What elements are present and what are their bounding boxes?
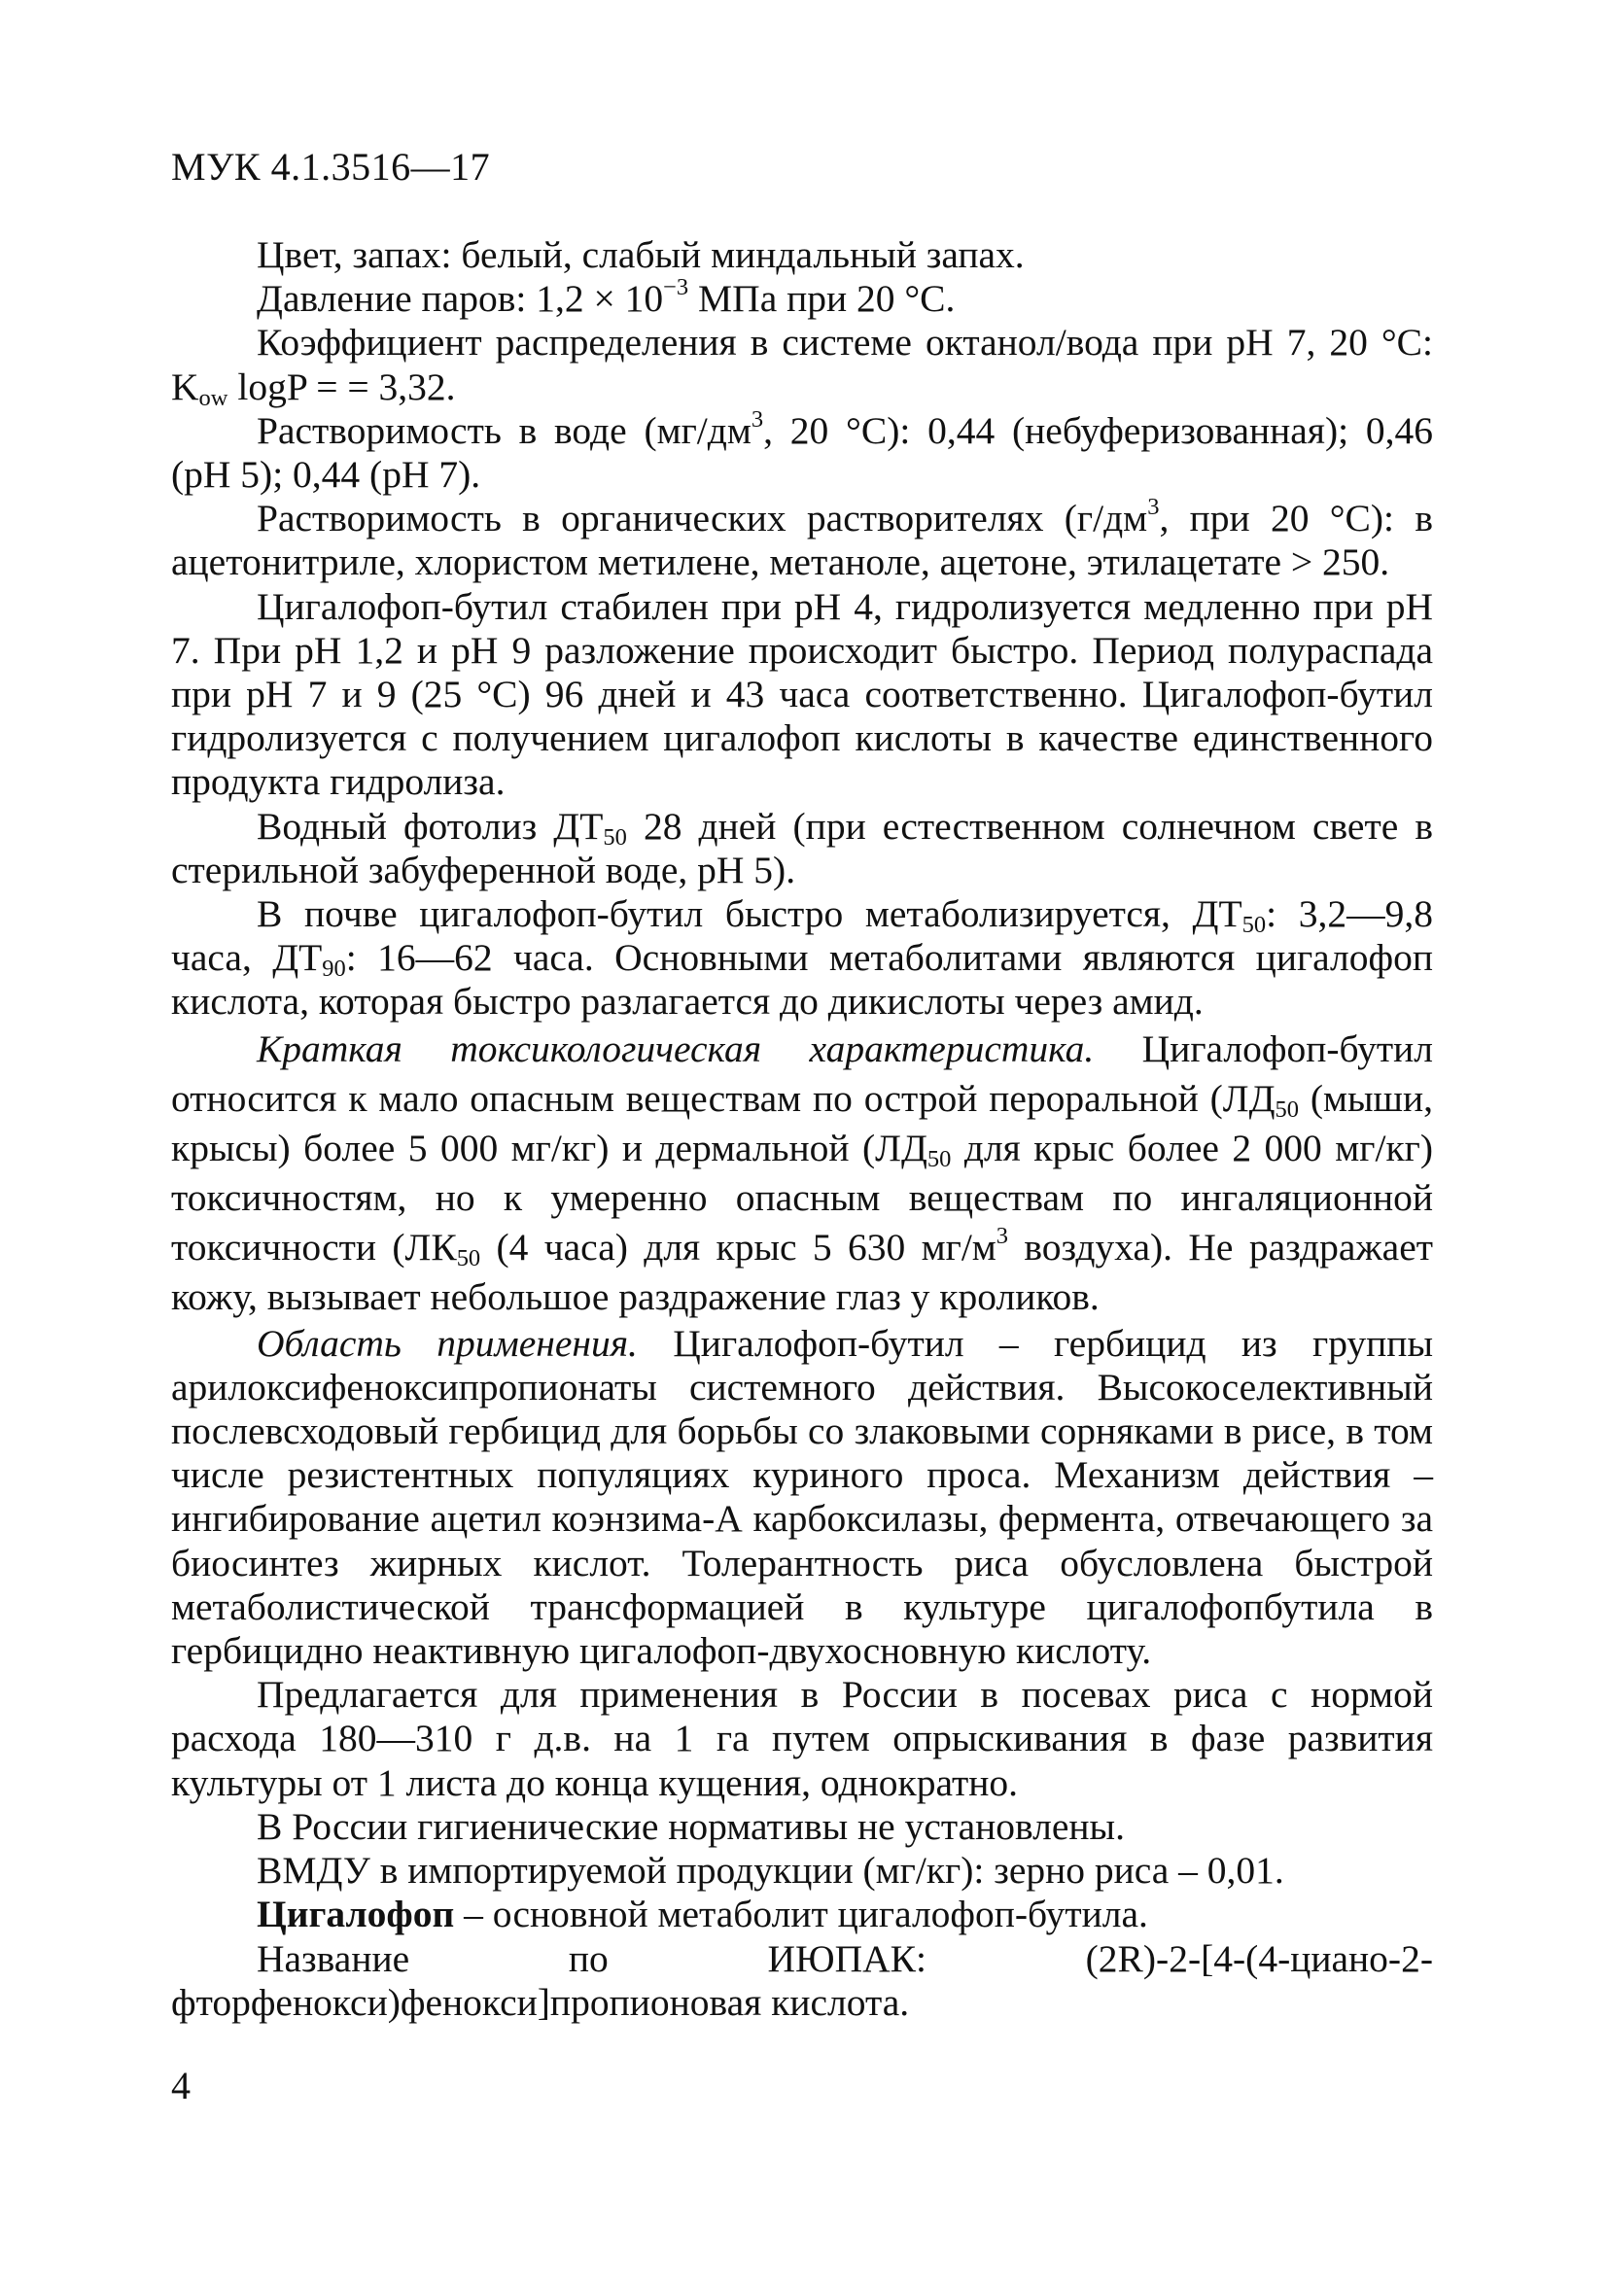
metabolite-name: Цигалофоп xyxy=(257,1893,455,1936)
paragraph-color-odor: Цвет, запах: белый, слабый миндальный запах. xyxy=(257,233,1025,276)
paragraph-organic-solubility: Растворимость в органических растворителях ($г/дм^3$, при 20 °С): в ацетонитриле, хлористом метилене, метаноле, ацетоне, этилацетате > 250. xyxy=(171,494,1433,584)
paragraph-iupac-name: Название по ИЮПАК: (2R)-2-[4-(4-циано-2-фторфенокси)фенокси]пропионовая кислота. xyxy=(171,1936,1433,2024)
paragraph-partition-coefficient: Коэффициент распределения в системе октанол/вода при pH 7, 20 °С: $K_{ow}$ logP = = 3,32. xyxy=(171,321,1433,411)
paragraph-application-area: Область применения. Цигалофоп-бутил – гербицид из группы арилоксифеноксипропионаты системного действия. Высокоселективный послевсходовый гербицид для борьбы со злаковыми сорняками в рисе, в том числе резистентных популяциях куриного проса. Механизм действия – ингибирование ацетил коэнзима-А карбоксилазы, фермента, отвечающего за биосинтез жирных кислот. Толерантность риса обусловлена быстрой метаболистической трансформацией в культуре цигалофопбутила в гербицидно неактивную цигалофоп-двухосновную кислоту. xyxy=(171,1321,1433,1673)
document-code-header: МУК 4.1.3516—17 xyxy=(171,145,491,189)
toxicology-heading: Краткая токсикологическая характеристика. xyxy=(257,1026,1095,1070)
paragraph-toxicology: Краткая токсикологическая характеристика. Цигалофоп-бутил относится к мало опасным веществам по острой пероральной ($ЛД_{50}$ (мыши, крысы) более 5 000 мг/кг) и дермальной ($ЛД_{50}$ для крыс более 2 000 мг/кг) токсичностям, но к умеренно опасным веществам по ингаляционной токсичности ($ЛК_{50}$ (4 часа) для крыс 5 630 $мг/м^3$ воздуха). Не раздражает кожу, вызывает небольшое раздражение глаз у кроликов. xyxy=(171,1026,1433,1318)
paragraph-metabolite: Цигалофоп – основной метаболит цигалофоп-бутила. xyxy=(257,1893,1148,1936)
document-body xyxy=(171,233,1433,2025)
paragraph-hygiene-standards: В России гигиенические нормативы не установлены. xyxy=(257,1804,1125,1848)
application-heading: Область применения. xyxy=(257,1321,638,1365)
paragraph-photolysis: Водный фотолиз $ДТ_{50}$ 28 дней (при естественном солнечном свете в стерильной забуференной воде, pH 5). xyxy=(171,804,1433,891)
paragraph-soil-metabolism: В почве цигалофоп-бутил быстро метаболизируется, $ДТ_{50}$: 3,2—9,8 часа, $ДТ_{90}$: 16—62 часа. Основными метаболитами являются цигалофоп кислота, которая быстро разлагается до дикислоты через амид. xyxy=(171,892,1433,1024)
paragraph-stability: Цигалофоп-бутил стабилен при pH 4, гидролизуется медленно при pH 7. При pH 1,2 и pH 9 разложение происходит быстро. Период полураспада при pH 7 и 9 (25 °С) 96 дней и 43 часа соответственно. Цигалофоп-бутил гидролизуется с получением цигалофоп кислоты в качестве единственного продукта гидролиза. xyxy=(171,584,1433,804)
paragraph-mrl-import: ВМДУ в импортируемой продукции (мг/кг): зерно риса – 0,01. xyxy=(257,1849,1284,1893)
paragraph-usage-rate: Предлагается для применения в России в посевах риса с нормой расхода 180—310 г д.в. на 1 га путем опрыскивания в фазе развития культуры от 1 листа до конца кущения, однократно. xyxy=(171,1673,1433,1804)
page-number: 4 xyxy=(171,2064,191,2107)
paragraph-vapor-pressure: Давление паров: $1,2 \times 10^{-3}$ МПа при 20 °С. xyxy=(257,274,956,321)
paragraph-water-solubility: Растворимость в воде ($мг/дм^3$, 20 °С): 0,44 (небуферизованная); 0,46 (pH 5); 0,44 (pH 7). xyxy=(171,405,1433,497)
